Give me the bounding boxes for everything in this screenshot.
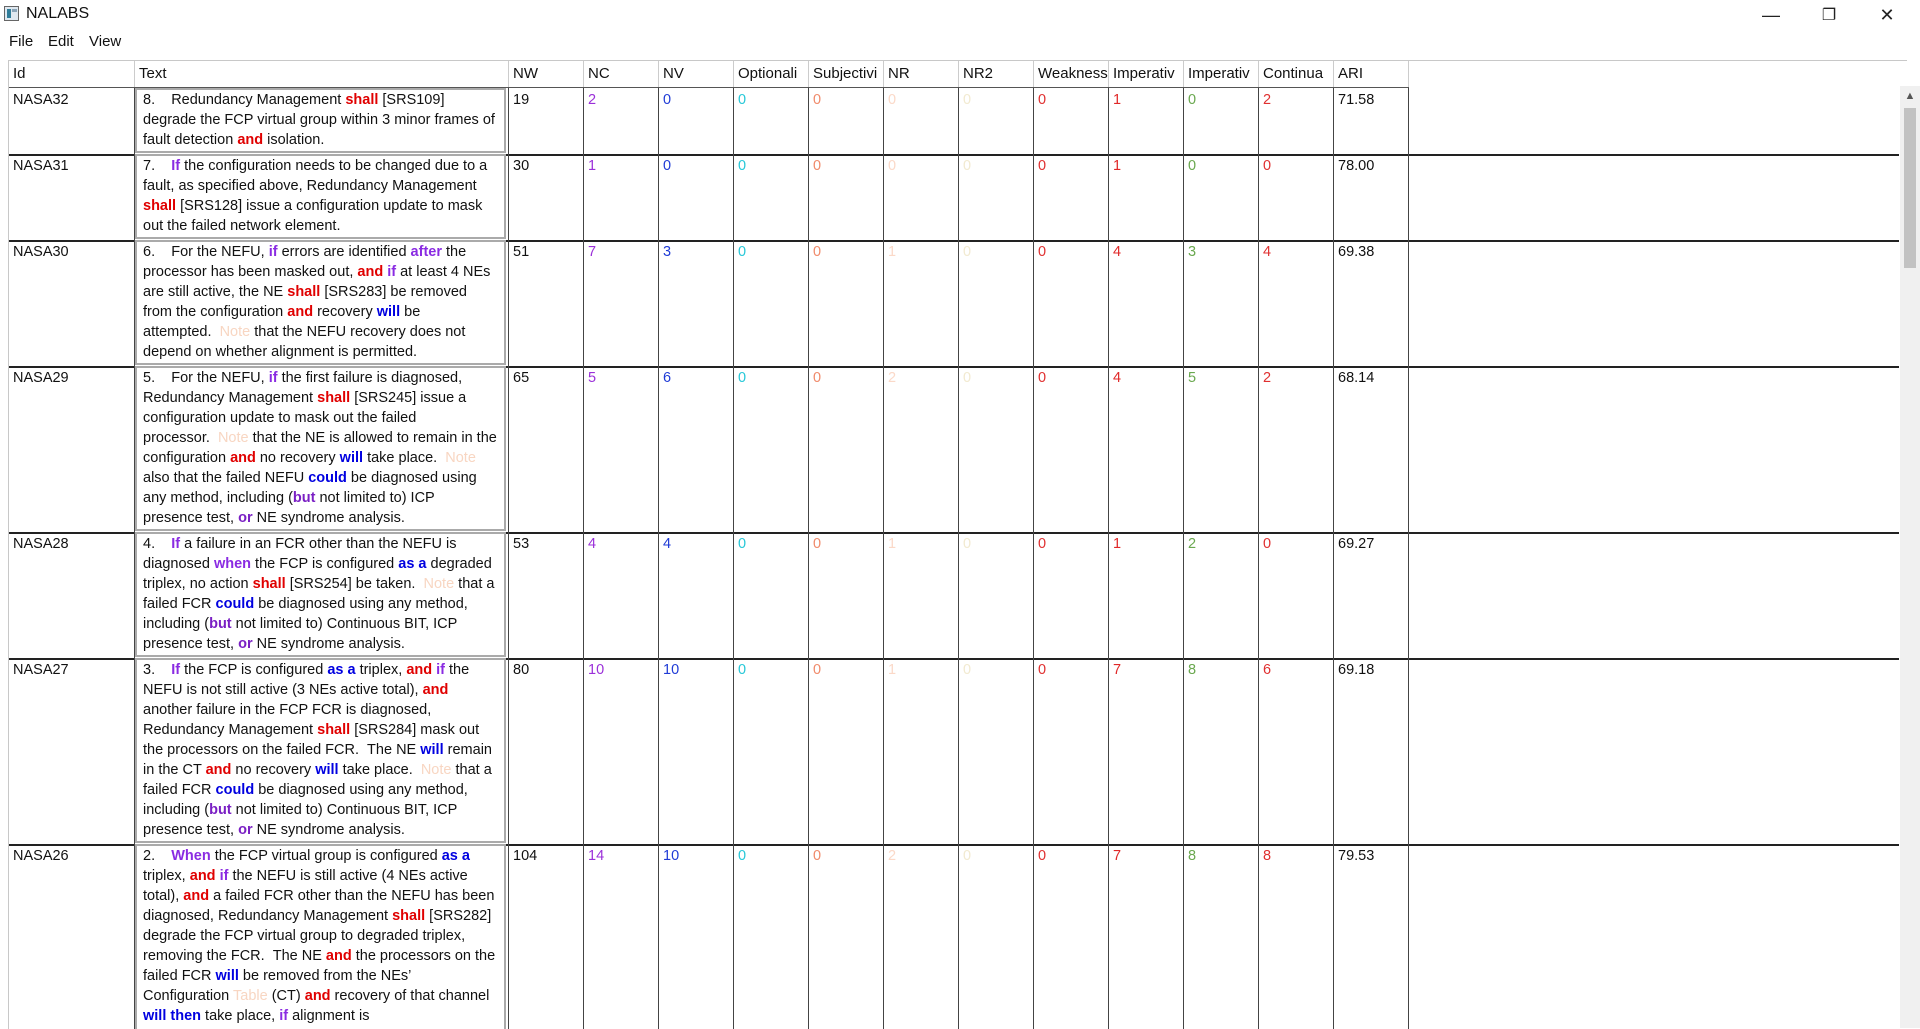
cell-nr[interactable] xyxy=(884,154,959,240)
cell-id[interactable] xyxy=(9,366,135,532)
cell-id-value: NASA32 xyxy=(13,92,69,108)
cell-nr2-value: 0 xyxy=(963,370,972,386)
cell-nw[interactable] xyxy=(509,88,584,154)
table-row[interactable] xyxy=(9,366,1899,534)
cell-nr[interactable] xyxy=(884,658,959,844)
table-row[interactable] xyxy=(9,658,1899,846)
title-bar xyxy=(0,0,1920,30)
cell-nc-value: 5 xyxy=(588,370,597,386)
cell-nv[interactable] xyxy=(659,88,734,154)
cell-id-value: NASA26 xyxy=(13,848,69,864)
menu-bar xyxy=(0,30,1920,56)
cell-nr2[interactable] xyxy=(959,88,1034,154)
cell-optional-value: 0 xyxy=(738,370,747,386)
requirement-text[interactable]: 7. If the configuration needs to be changed due to a fault, as specified above, Redundancy Management shall [SRS128] issue a configuration update to mask out the failed network element. xyxy=(135,154,506,239)
table-row[interactable] xyxy=(9,154,1899,242)
cell-optional[interactable] xyxy=(734,88,809,154)
table-row[interactable] xyxy=(9,844,1899,1029)
cell-weakness[interactable] xyxy=(1034,532,1109,658)
cell-nc[interactable] xyxy=(584,154,659,240)
cell-continuances-value: 0 xyxy=(1263,536,1272,552)
cell-nw-value: 30 xyxy=(513,158,530,174)
cell-imperative2-value: 0 xyxy=(1188,92,1197,108)
col-header-imperative2[interactable]: Imperativ xyxy=(1184,61,1259,87)
cell-imperative-value: 7 xyxy=(1113,662,1122,678)
cell-imperative-value: 4 xyxy=(1113,370,1122,386)
cell-nv-value: 10 xyxy=(663,662,680,678)
col-header-nw[interactable]: NW xyxy=(509,61,584,87)
cell-id[interactable] xyxy=(9,658,135,844)
cell-optional[interactable] xyxy=(734,658,809,844)
cell-nr2[interactable] xyxy=(959,154,1034,240)
cell-ari[interactable] xyxy=(1334,154,1409,240)
cell-nr2-value: 0 xyxy=(963,244,972,260)
cell-nc[interactable] xyxy=(584,658,659,844)
cell-id[interactable] xyxy=(9,154,135,240)
cell-optional-value: 0 xyxy=(738,158,747,174)
col-header-continuances[interactable]: Continua xyxy=(1259,61,1334,87)
cell-nw-value: 65 xyxy=(513,370,530,386)
cell-nr[interactable] xyxy=(884,532,959,658)
col-header-subjective[interactable]: Subjectivi xyxy=(809,61,884,87)
cell-optional[interactable] xyxy=(734,532,809,658)
cell-id[interactable] xyxy=(9,88,135,154)
cell-subjective[interactable] xyxy=(809,844,884,1029)
cell-ari[interactable] xyxy=(1334,658,1409,844)
cell-nv[interactable] xyxy=(659,532,734,658)
cell-imperative2[interactable] xyxy=(1184,154,1259,240)
cell-nv-value: 0 xyxy=(663,92,672,108)
cell-nc-value: 7 xyxy=(588,244,597,260)
cell-nc-value: 1 xyxy=(588,158,597,174)
cell-nv-value: 10 xyxy=(663,848,680,864)
cell-imperative[interactable] xyxy=(1109,240,1184,366)
cell-ari-value: 79.53 xyxy=(1338,848,1375,864)
cell-nv-value: 0 xyxy=(663,158,672,174)
cell-ari-value: 69.38 xyxy=(1338,244,1375,260)
cell-id[interactable] xyxy=(9,240,135,366)
cell-ari-value: 69.27 xyxy=(1338,536,1375,552)
col-header-weakness[interactable]: Weakness xyxy=(1034,61,1109,87)
cell-id-value: NASA31 xyxy=(13,158,69,174)
cell-weakness[interactable] xyxy=(1034,658,1109,844)
cell-imperative2[interactable] xyxy=(1184,88,1259,154)
cell-nc[interactable] xyxy=(584,88,659,154)
table-row[interactable] xyxy=(9,240,1899,368)
cell-imperative-value: 1 xyxy=(1113,158,1122,174)
cell-weakness[interactable] xyxy=(1034,154,1109,240)
cell-subjective-value: 0 xyxy=(813,158,822,174)
cell-imperative2[interactable] xyxy=(1184,240,1259,366)
scroll-up-arrow-icon[interactable]: ▲ xyxy=(1904,90,1916,102)
cell-nv[interactable] xyxy=(659,240,734,366)
cell-imperative2-value: 8 xyxy=(1188,848,1197,864)
cell-text[interactable] xyxy=(135,532,509,658)
cell-optional-value: 0 xyxy=(738,536,747,552)
cell-nc[interactable] xyxy=(584,240,659,366)
cell-subjective[interactable] xyxy=(809,240,884,366)
minimize-button[interactable]: — xyxy=(1762,4,1780,25)
requirement-text[interactable]: 2. When the FCP virtual group is configured as a triplex, and if the NEFU is still active (4 NEs active total), and a failed FCR other than the NEFU has been diagnosed, Redundancy Management shall [SRS282] degrade the FCP virtual group to degraded triplex, removing the FCR. The NE and the processors on the failed FCR will be removed from the NEs’ Configuration Table (CT) and recovery of that channel will then take place, if alignment is xyxy=(135,844,506,1029)
cell-imperative[interactable] xyxy=(1109,658,1184,844)
col-header-imperative[interactable]: Imperativ xyxy=(1109,61,1184,87)
cell-nw[interactable] xyxy=(509,844,584,1029)
cell-nv-value: 6 xyxy=(663,370,672,386)
requirement-text[interactable]: 6. For the NEFU, if errors are identified after the processor has been masked out, and if at least 4 NEs are still active, the NE shall [SRS283] be removed from the configuration and recovery will be attempted. Note that the NEFU recovery does not depend on whether alignment is permitted. xyxy=(135,240,506,365)
cell-nc-value: 2 xyxy=(588,92,597,108)
cell-imperative-value: 1 xyxy=(1113,536,1122,552)
cell-nc-value: 10 xyxy=(588,662,605,678)
cell-continuances-value: 2 xyxy=(1263,370,1272,386)
cell-continuances[interactable] xyxy=(1259,844,1334,1029)
cell-subjective-value: 0 xyxy=(813,244,822,260)
cell-nv[interactable] xyxy=(659,154,734,240)
requirement-text[interactable]: 5. For the NEFU, if the first failure is diagnosed, Redundancy Management shall [SRS245] issue a configuration update to mask out the failed processor. Note that the NE is allowed to remain in the configuration and no recovery will take place. Note also that the failed NEFU could be diagnosed using any method, including (but not limited to) ICP presence test, or NE syndrome analysis. xyxy=(135,366,506,531)
cell-nr2-value: 0 xyxy=(963,92,972,108)
requirement-text[interactable]: 3. If the FCP is configured as a triplex, and if the NEFU is not still active (3 NEs active total), and another failure in the FCP FCR is diagnosed, Redundancy Management shall [SRS284] mask out the processors on the failed FCR. The NE will remain in the CT and no recovery will take place. Note that a failed FCR could be diagnosed using any method, including (but not limited to) Continuous BIT, ICP presence test, or NE syndrome analysis. xyxy=(135,658,506,843)
cell-id-value: NASA29 xyxy=(13,370,69,386)
cell-subjective-value: 0 xyxy=(813,848,822,864)
cell-ari-value: 68.14 xyxy=(1338,370,1375,386)
cell-continuances-value: 6 xyxy=(1263,662,1272,678)
window-title: NALABS xyxy=(26,5,90,22)
cell-nr2-value: 0 xyxy=(963,662,972,678)
cell-text[interactable] xyxy=(135,366,509,532)
cell-nv[interactable] xyxy=(659,844,734,1029)
cell-weakness[interactable] xyxy=(1034,88,1109,154)
cell-imperative[interactable] xyxy=(1109,532,1184,658)
cell-continuances[interactable] xyxy=(1259,658,1334,844)
cell-nr-value: 1 xyxy=(888,662,897,678)
cell-imperative2-value: 3 xyxy=(1188,244,1197,260)
grid-header xyxy=(9,61,1409,88)
menu-view[interactable]: View xyxy=(89,33,122,50)
cell-optional-value: 0 xyxy=(738,244,747,260)
cell-nr2[interactable] xyxy=(959,532,1034,658)
cell-nv[interactable] xyxy=(659,658,734,844)
cell-imperative2-value: 5 xyxy=(1188,370,1197,386)
cell-weakness[interactable] xyxy=(1034,240,1109,366)
cell-weakness-value: 0 xyxy=(1038,92,1047,108)
col-header-nc[interactable]: NC xyxy=(584,61,659,87)
cell-nr-value: 1 xyxy=(888,244,897,260)
col-header-nr2[interactable]: NR2 xyxy=(959,61,1034,87)
cell-subjective-value: 0 xyxy=(813,370,822,386)
cell-id[interactable] xyxy=(9,844,135,1029)
cell-continuances[interactable] xyxy=(1259,366,1334,532)
cell-text[interactable] xyxy=(135,154,509,240)
cell-weakness-value: 0 xyxy=(1038,370,1047,386)
cell-imperative-value: 4 xyxy=(1113,244,1122,260)
scroll-thumb[interactable] xyxy=(1904,108,1916,268)
cell-nw-value: 80 xyxy=(513,662,530,678)
cell-id-value: NASA30 xyxy=(13,244,69,260)
cell-nr2-value: 0 xyxy=(963,158,972,174)
cell-imperative2-value: 8 xyxy=(1188,662,1197,678)
cell-text[interactable] xyxy=(135,844,509,1029)
cell-nv[interactable] xyxy=(659,366,734,532)
cell-optional[interactable] xyxy=(734,844,809,1029)
cell-ari[interactable] xyxy=(1334,88,1409,154)
cell-nw-value: 53 xyxy=(513,536,530,552)
maximize-button[interactable]: ❐ xyxy=(1821,7,1837,24)
cell-imperative2-value: 0 xyxy=(1188,158,1197,174)
cell-imperative-value: 1 xyxy=(1113,92,1122,108)
cell-continuances[interactable] xyxy=(1259,240,1334,366)
cell-nc[interactable] xyxy=(584,532,659,658)
cell-nr-value: 2 xyxy=(888,848,897,864)
cell-ari[interactable] xyxy=(1334,532,1409,658)
cell-ari-value: 69.18 xyxy=(1338,662,1375,678)
menu-file[interactable]: File xyxy=(9,33,34,50)
cell-nw-value: 104 xyxy=(513,848,538,864)
col-header-id[interactable]: Id xyxy=(9,61,135,87)
cell-optional[interactable] xyxy=(734,240,809,366)
cell-subjective-value: 0 xyxy=(813,662,822,678)
cell-id[interactable] xyxy=(9,532,135,658)
cell-imperative2[interactable] xyxy=(1184,532,1259,658)
cell-nr-value: 0 xyxy=(888,158,897,174)
cell-nr2-value: 0 xyxy=(963,536,972,552)
menu-edit[interactable]: Edit xyxy=(48,33,74,50)
cell-nr[interactable] xyxy=(884,844,959,1029)
cell-continuances[interactable] xyxy=(1259,88,1334,154)
cell-subjective[interactable] xyxy=(809,532,884,658)
cell-nw[interactable] xyxy=(509,366,584,532)
col-header-text[interactable]: Text xyxy=(135,61,509,87)
col-header-ari[interactable]: ARI xyxy=(1334,61,1409,87)
cell-id-value: NASA28 xyxy=(13,536,69,552)
requirement-text[interactable]: 8. Redundancy Management shall [SRS109] degrade the FCP virtual group within 3 minor frames of fault detection and isolation. xyxy=(135,88,506,153)
cell-nw[interactable] xyxy=(509,658,584,844)
cell-ari[interactable] xyxy=(1334,240,1409,366)
col-header-nr[interactable]: NR xyxy=(884,61,959,87)
cell-nw[interactable] xyxy=(509,532,584,658)
cell-weakness-value: 0 xyxy=(1038,244,1047,260)
cell-continuances[interactable] xyxy=(1259,154,1334,240)
cell-nc-value: 4 xyxy=(588,536,597,552)
cell-text[interactable] xyxy=(135,240,509,366)
app-icon xyxy=(4,6,19,21)
cell-imperative[interactable] xyxy=(1109,88,1184,154)
cell-nr[interactable] xyxy=(884,88,959,154)
cell-optional-value: 0 xyxy=(738,92,747,108)
cell-continuances[interactable] xyxy=(1259,532,1334,658)
cell-imperative2[interactable] xyxy=(1184,366,1259,532)
cell-imperative[interactable] xyxy=(1109,154,1184,240)
cell-nw-value: 19 xyxy=(513,92,530,108)
cell-imperative2-value: 2 xyxy=(1188,536,1197,552)
cell-nr-value: 0 xyxy=(888,92,897,108)
table-row[interactable] xyxy=(9,88,1899,156)
cell-nr-value: 1 xyxy=(888,536,897,552)
cell-continuances-value: 0 xyxy=(1263,158,1272,174)
cell-weakness[interactable] xyxy=(1034,366,1109,532)
cell-weakness-value: 0 xyxy=(1038,662,1047,678)
cell-nw-value: 51 xyxy=(513,244,530,260)
cell-nr2[interactable] xyxy=(959,844,1034,1029)
cell-nr2[interactable] xyxy=(959,658,1034,844)
close-button[interactable]: ✕ xyxy=(1879,4,1895,25)
vertical-scrollbar[interactable] xyxy=(1900,86,1920,1028)
cell-ari[interactable] xyxy=(1334,844,1409,1029)
cell-nv-value: 4 xyxy=(663,536,672,552)
cell-nc[interactable] xyxy=(584,366,659,532)
cell-text[interactable] xyxy=(135,658,509,844)
cell-imperative[interactable] xyxy=(1109,844,1184,1029)
cell-imperative2[interactable] xyxy=(1184,844,1259,1029)
requirements-grid xyxy=(8,60,1907,1029)
cell-nw[interactable] xyxy=(509,240,584,366)
cell-optional-value: 0 xyxy=(738,848,747,864)
cell-text[interactable] xyxy=(135,88,509,154)
cell-ari[interactable] xyxy=(1334,366,1409,532)
cell-weakness-value: 0 xyxy=(1038,848,1047,864)
cell-ari-value: 71.58 xyxy=(1338,92,1375,108)
cell-subjective[interactable] xyxy=(809,366,884,532)
cell-nr2-value: 0 xyxy=(963,848,972,864)
cell-optional[interactable] xyxy=(734,366,809,532)
cell-nr[interactable] xyxy=(884,366,959,532)
cell-subjective-value: 0 xyxy=(813,92,822,108)
cell-imperative[interactable] xyxy=(1109,366,1184,532)
cell-weakness-value: 0 xyxy=(1038,536,1047,552)
cell-continuances-value: 8 xyxy=(1263,848,1272,864)
requirement-text[interactable]: 4. If a failure in an FCR other than the NEFU is diagnosed when the FCP is configured as a degraded triplex, no action shall [SRS254] be taken. Note that a failed FCR could be diagnosed using any method, including (but not limited to) Continuous BIT, ICP presence test, or NE syndrome analysis. xyxy=(135,532,506,657)
col-header-optional[interactable]: Optionali xyxy=(734,61,809,87)
cell-subjective[interactable] xyxy=(809,658,884,844)
cell-weakness-value: 0 xyxy=(1038,158,1047,174)
col-header-nv[interactable]: NV xyxy=(659,61,734,87)
cell-weakness[interactable] xyxy=(1034,844,1109,1029)
table-row[interactable] xyxy=(9,532,1899,660)
cell-nc[interactable] xyxy=(584,844,659,1029)
cell-nc-value: 14 xyxy=(588,848,605,864)
cell-optional-value: 0 xyxy=(738,662,747,678)
cell-subjective[interactable] xyxy=(809,88,884,154)
cell-nr[interactable] xyxy=(884,240,959,366)
cell-nw[interactable] xyxy=(509,154,584,240)
cell-continuances-value: 4 xyxy=(1263,244,1272,260)
cell-ari-value: 78.00 xyxy=(1338,158,1375,174)
cell-nr-value: 2 xyxy=(888,370,897,386)
cell-id-value: NASA27 xyxy=(13,662,69,678)
cell-nr2[interactable] xyxy=(959,240,1034,366)
cell-optional[interactable] xyxy=(734,154,809,240)
cell-nv-value: 3 xyxy=(663,244,672,260)
cell-imperative2[interactable] xyxy=(1184,658,1259,844)
cell-continuances-value: 2 xyxy=(1263,92,1272,108)
cell-subjective-value: 0 xyxy=(813,536,822,552)
cell-subjective[interactable] xyxy=(809,154,884,240)
cell-imperative-value: 7 xyxy=(1113,848,1122,864)
cell-nr2[interactable] xyxy=(959,366,1034,532)
